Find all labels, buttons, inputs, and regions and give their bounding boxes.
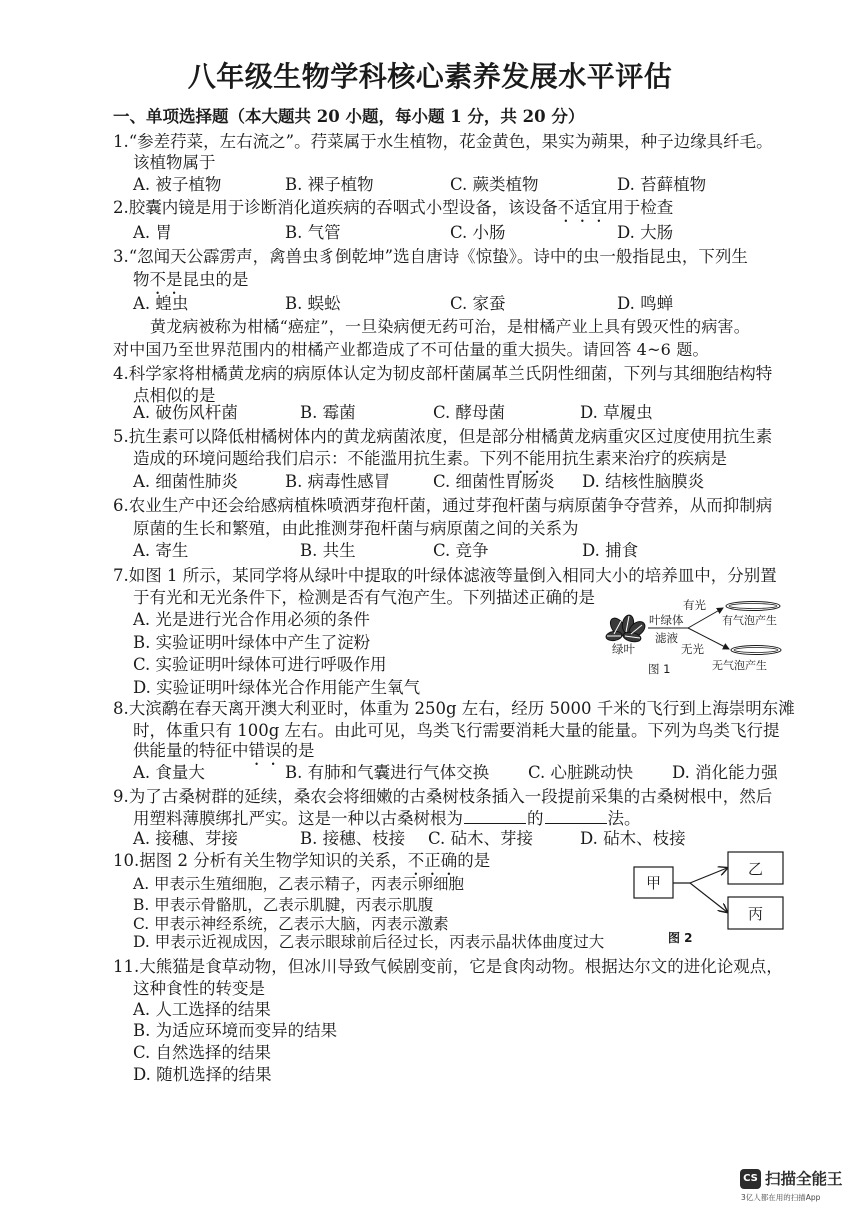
q9-stem-tail: 法。 (607, 809, 641, 828)
q2-option-a: A. 胃 (133, 223, 172, 242)
q8-stem-line2: 时，体重只有 100g 左右。由此可见，鸟类飞行需要消耗大量的能量。下列为鸟类飞行提 (133, 721, 780, 740)
light-label: 有光 (683, 598, 706, 612)
q1-stem-line2: 该植物属于 (133, 153, 216, 172)
q11-stem-line2: 这种食性的转变是 (133, 979, 265, 998)
q3-option-c: C. 家蚕 (450, 294, 506, 313)
q2-stem-tail: 用于检查 (607, 198, 674, 217)
q10-option-b: B. 甲表示骨骼肌，乙表示肌腱，丙表示肌腹 (133, 896, 434, 914)
q8-option-b: B. 有肺和气囊进行气体交换 (285, 763, 490, 782)
q5-option-b: B. 病毒性感冒 (285, 472, 391, 491)
q6-option-a: A. 寄生 (133, 541, 189, 560)
q9-stem-text: 用塑料薄膜绑扎严实。这是一种以古桑树根为 (133, 809, 463, 828)
no-light-label: 无光 (681, 642, 704, 656)
q3-stem-line1: 3.“忽闻天公霹雳声，禽兽虫豸倒乾坤”选自唐诗《惊蛰》。诗中的虫一般指昆虫，下列生 (113, 247, 748, 266)
q4-stem-line1: 4.科学家将柑橘黄龙病的病原体认定为韧皮部杆菌属革兰氏阴性细菌，下列与其细胞结构特 (113, 364, 773, 383)
q10-option-c: C. 甲表示神经系统，乙表示大脑，丙表示激素 (133, 915, 449, 933)
q9-stem-line2 (133, 809, 641, 829)
q8-option-c: C. 心脏跳动快 (528, 763, 634, 782)
q1-stem-line1: 1.“参差荇菜，左右流之”。荇菜属于水生植物，花金黄色，果实为蒴果，种子边缘具纤毛。 (113, 132, 773, 151)
extract-label-2: 滤液 (655, 631, 678, 645)
q8-stem-line1: 8.大滨鹬在春天离开澳大利亚时，体重为 250g 左右，经历 5000 千米的飞行到上海崇明东滩 (113, 699, 795, 718)
section-heading: 一、单项选择题（本大题共 20 小题，每小题 1 分，共 20 分） (113, 107, 585, 126)
q3-option-d: D. 鸣蝉 (617, 294, 674, 313)
q8-emphasis: 错误 (248, 741, 282, 760)
q11-option-c: C. 自然选择的结果 (133, 1043, 272, 1062)
q2-stem-line1 (113, 198, 673, 226)
q11-option-d: D. 随机选择的结果 (133, 1065, 272, 1084)
q1-option-b: B. 裸子植物 (285, 175, 374, 194)
q8-stem-tail: 的是 (281, 741, 315, 760)
passage-line1: 黄龙病被称为柑橘“癌症”，一旦染病便无药可治，是柑橘产业上具有毁灭性的病害。 (150, 317, 750, 336)
extract-label-1: 叶绿体 (649, 613, 684, 627)
q9-option-d: D. 砧木、枝接 (580, 829, 686, 848)
q4-stem-line2: 点相似的是 (133, 386, 216, 405)
q6-option-c: C. 竞争 (433, 541, 489, 560)
box-yi-label: 乙 (747, 860, 764, 878)
dish-dark-outer (731, 646, 781, 655)
q3-emphasis: 不是 (149, 270, 183, 289)
passage-line2: 对中国乃至世界范围内的柑橘产业都造成了不可估量的重大损失。请回答 4~6 题。 (113, 340, 709, 359)
q2-option-b: B. 气管 (285, 223, 341, 242)
q4-option-a: A. 破伤风杆菌 (133, 403, 238, 422)
scanner-brand: 扫描全能王 (765, 1170, 843, 1188)
arrow-to-bing (690, 883, 727, 912)
figure-2-caption: 图 2 (668, 931, 693, 945)
q5-option-d: D. 结核性脑膜炎 (582, 472, 705, 491)
q7-option-d: D. 实验证明叶绿体光合作用能产生氧气 (133, 678, 421, 697)
q4-option-d: D. 草履虫 (580, 403, 653, 422)
arrow-to-yi (690, 868, 727, 883)
q11-option-a: A. 人工选择的结果 (133, 1000, 271, 1019)
q3-option-a: A. 蝗虫 (133, 294, 189, 313)
page-title: 八年级生物学科核心素养发展水平评估 (187, 60, 673, 93)
q6-stem-line1: 6.农业生产中还会给感病植株喷洒芽孢杆菌，通过芽孢杆菌与病原菌争夺营养，从而抑制病 (113, 496, 773, 515)
q5-emphasis: 不能 (512, 449, 546, 468)
q5-stem-tail: 用抗生素来治疗的疾病是 (545, 449, 727, 468)
q10-stem-text: 10.据图 2 分析有关生物学知识的关系， (113, 851, 408, 870)
scanner-tagline: 3亿人都在用的扫描App (741, 1193, 821, 1202)
q6-option-d: D. 捕食 (582, 541, 639, 560)
q6-stem-line2: 原菌的生长和繁殖，由此推测芽孢杆菌与病原菌之间的关系为 (133, 519, 579, 538)
q9-option-a: A. 接穗、芽接 (133, 829, 238, 848)
dish-light-outer (726, 602, 780, 611)
q8-stem-text: 供能量的特征中 (133, 741, 249, 760)
q3-option-b: B. 蜈蚣 (285, 294, 341, 313)
q5-option-a: A. 细菌性肺炎 (133, 472, 238, 491)
q9-blank-1 (464, 809, 526, 824)
q8-option-d: D. 消化能力强 (672, 763, 778, 782)
q3-stem-tail: 昆虫的是 (182, 270, 249, 289)
q9-option-b: B. 接穗、枝接 (300, 829, 406, 848)
figure-1-caption: 图 1 (648, 662, 671, 676)
box-bing-label: 丙 (747, 905, 764, 923)
leaf-label: 绿叶 (612, 642, 635, 656)
q10-option-d: D. 甲表示近视成因，乙表示眼球前后径过长，丙表示晶状体曲度过大 (133, 933, 605, 951)
result-dark-label: 无气泡产生 (712, 659, 767, 672)
q2-option-c: C. 小肠 (450, 223, 506, 242)
figure-2-diagram (628, 848, 793, 948)
q10-stem-tail: 的是 (457, 851, 491, 870)
q3-stem-text: 物 (133, 270, 150, 289)
q2-option-d: D. 大肠 (617, 223, 674, 242)
q5-option-c: C. 细菌性胃肠炎 (433, 472, 555, 491)
leaf-icon (605, 614, 647, 643)
q2-emphasis: 不适宜 (557, 198, 608, 217)
q11-option-b: B. 为适应环境而变异的结果 (133, 1021, 338, 1040)
q7-option-c: C. 实验证明叶绿体可进行呼吸作用 (133, 655, 387, 674)
dish-dark-inner (734, 648, 778, 653)
q6-option-b: B. 共生 (300, 541, 356, 560)
q11-stem-line1: 11.大熊猫是食草动物，但冰川导致气候剧变前，它是食肉动物。根据达尔文的进化论观点， (113, 957, 783, 976)
q9-blank-2 (545, 809, 607, 824)
q8-option-a: A. 食量大 (133, 763, 205, 782)
q1-option-a: A. 被子植物 (133, 175, 222, 194)
q1-option-d: D. 苔藓植物 (617, 175, 707, 194)
scanner-logo-icon: CS (740, 1169, 761, 1189)
q4-option-b: B. 霉菌 (300, 403, 356, 422)
q1-option-c: C. 蕨类植物 (450, 175, 539, 194)
q5-stem-line1: 5.抗生素可以降低柑橘树体内的黄龙病菌浓度，但是部分柑橘黄龙病重灾区过度使用抗生素 (113, 427, 773, 446)
q7-stem-line2: 于有光和无光条件下，检测是否有气泡产生。下列描述正确的是 (133, 588, 595, 607)
q4-option-c: C. 酵母菌 (433, 403, 506, 422)
q7-option-b: B. 实验证明叶绿体中产生了淀粉 (133, 633, 371, 652)
q7-option-a: A. 光是进行光合作用必须的条件 (133, 610, 370, 629)
q10-option-a: A. 甲表示生殖细胞，乙表示精子，丙表示卵细胞 (133, 875, 465, 893)
q10-emphasis: 不正确 (407, 851, 458, 870)
box-jia-label: 甲 (645, 874, 662, 892)
q2-stem-text: 2.胶囊内镜是用于诊断消化道疾病的吞咽式小型设备，该设备 (113, 198, 558, 217)
dish-light-inner (729, 604, 777, 609)
q9-stem-middle: 的 (527, 809, 544, 828)
result-light-label: 有气泡产生 (722, 614, 777, 627)
q9-stem-line1: 9.为了古桑树群的延续，桑农会将细嫩的古桑树枝条插入一段提前采集的古桑树根中，然后 (113, 787, 773, 806)
q5-stem-text: 造成的环境问题给我们启示：不能滥用抗生素。下列 (133, 449, 513, 468)
figure-1-diagram (598, 596, 798, 678)
q9-option-c: C. 砧木、芽接 (428, 829, 534, 848)
q7-stem-line1: 7.如图 1 所示，某同学将从绿叶中提取的叶绿体滤液等量倒入相同大小的培养皿中，分别置 (113, 566, 777, 585)
